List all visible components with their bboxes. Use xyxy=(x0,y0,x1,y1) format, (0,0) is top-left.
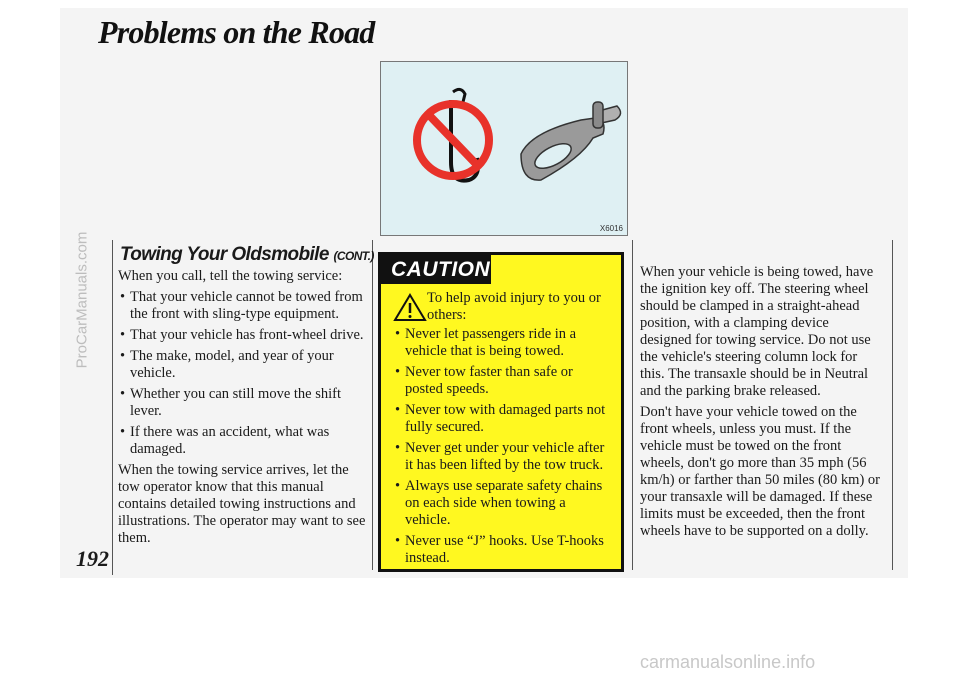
bullet-icon: • xyxy=(120,289,126,305)
bullet-icon: • xyxy=(395,364,401,380)
caution-lead: To help avoid injury to you or others: xyxy=(427,290,601,323)
bullet-icon: • xyxy=(120,424,126,440)
right-rule-b xyxy=(892,240,893,570)
caution-lead-row xyxy=(393,290,609,324)
bullet-icon: • xyxy=(395,402,401,418)
list-item: • That your vehicle cannot be towed from the front with sling-type equipment. xyxy=(120,289,363,322)
left-column xyxy=(118,268,370,551)
list-item: • The make, model, and year of your vehicle. xyxy=(120,348,334,381)
section-cont-label: (CONT.) xyxy=(333,249,374,263)
right-paragraph-2: Don't have your vehicle towed on the front wheels, unless you must. If the vehicle must be towed on the front wheels, don't go more than 35 mph (56 km/h) or farther than 50 miles (80 km) or your transaxle will be damaged. If these limits must be exceeded, then the front wheels have to be supported on a dolly. xyxy=(640,404,880,539)
list-item: • Never get under your vehicle after it has been lifted by the tow truck. xyxy=(395,440,605,473)
section-heading-text: Towing Your Oldsmobile xyxy=(120,244,329,265)
warning-triangle-icon xyxy=(393,292,427,322)
no-j-hook-icon xyxy=(417,89,489,180)
list-item: • Never let passengers ride in a vehicle that is being towed. xyxy=(395,326,577,359)
hook-illustration-art xyxy=(381,62,627,235)
right-rule-a xyxy=(632,240,633,570)
list-item: • Always use separate safety chains on each side when towing a vehicle. xyxy=(395,478,603,528)
right-paragraph-1: When your vehicle is being towed, have the ignition key off. The steering wheel should be clamped in a straight-ahead position, with a clamping device designed for towing service. Do not use the vehicle's steering column lock for this. The transaxle should be in Neutral and the parking brake released. xyxy=(640,264,874,399)
mid-rule xyxy=(372,240,373,570)
bullet-icon: • xyxy=(395,533,401,549)
list-item: • That your vehicle has front-wheel drive. xyxy=(120,327,364,343)
left-intro: When you call, tell the towing service: xyxy=(118,268,343,284)
bullet-icon: • xyxy=(395,478,401,494)
illustration-code: X6016 xyxy=(599,224,623,233)
left-rule xyxy=(112,240,113,575)
bullet-icon: • xyxy=(395,440,401,456)
list-item: • Whether you can still move the shift lever. xyxy=(120,386,342,419)
list-item: • Never tow faster than safe or posted speeds. xyxy=(395,364,573,397)
bullet-icon: • xyxy=(395,326,401,342)
bullet-icon: • xyxy=(120,327,126,343)
list-item: • Never use “J” hooks. Use T-hooks instead. xyxy=(395,533,604,566)
left-outro: When the towing service arrives, let the tow operator know that this manual contains detailed towing instructions and illustrations. The operator may want to see them. xyxy=(118,462,366,546)
bullet-icon: • xyxy=(120,386,126,402)
right-column xyxy=(640,264,884,544)
hook-illustration xyxy=(380,61,628,236)
bullet-icon: • xyxy=(120,348,126,364)
list-item: • Never tow with damaged parts not fully secured. xyxy=(395,402,606,435)
page-number: 192 xyxy=(76,546,109,571)
caution-box xyxy=(378,252,624,572)
t-hook-icon xyxy=(521,102,621,180)
caution-heading: CAUTION xyxy=(381,255,491,284)
section-heading xyxy=(120,244,374,266)
list-item: • If there was an accident, what was damaged. xyxy=(120,424,330,457)
bottom-watermark: carmanualsonline.info xyxy=(640,652,816,672)
caution-body xyxy=(381,284,621,567)
side-watermark: ProCarManuals.com xyxy=(73,231,91,369)
page-title: Problems on the Road xyxy=(98,14,375,50)
